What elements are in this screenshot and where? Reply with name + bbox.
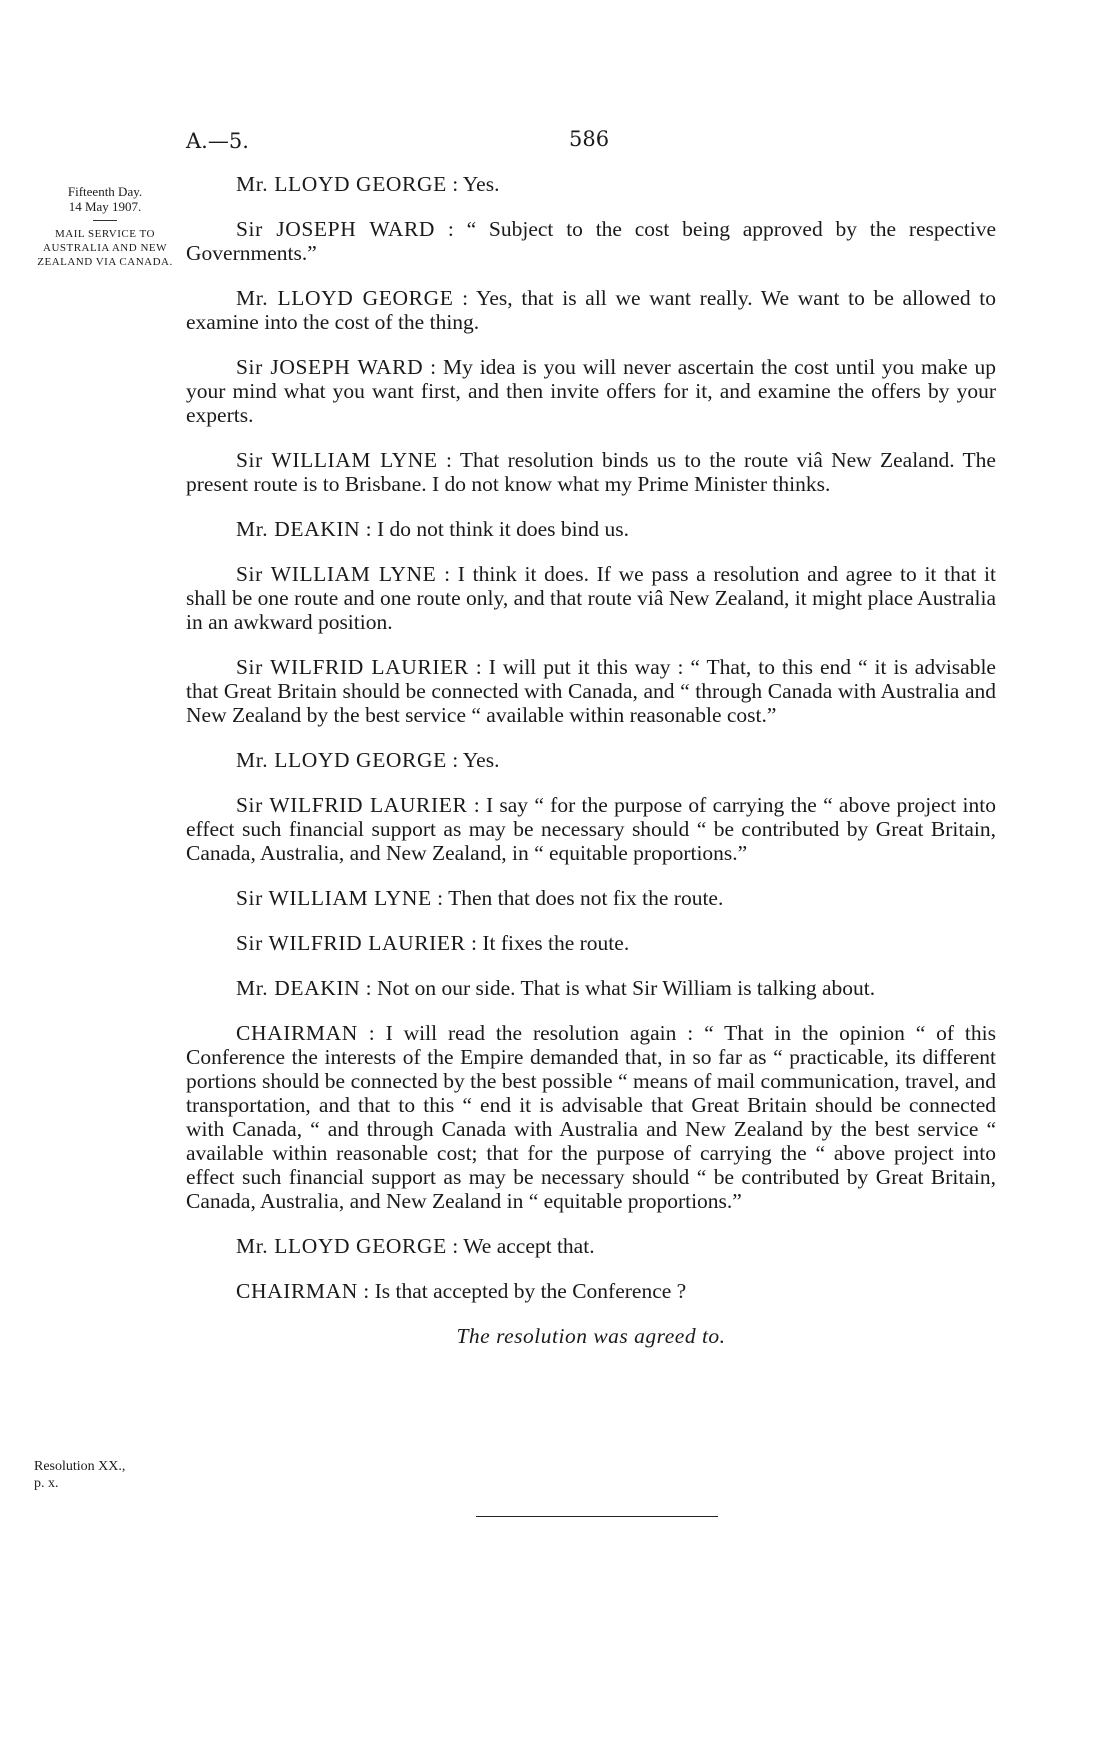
margin-divider xyxy=(93,220,117,221)
speech: I say “ for the purpose of carrying the “ above project into effect such financial support as may be necessary should “ be contributed by Great Britain, Canada, Australia, and New Zealand, in “ equitable proportions.” xyxy=(186,793,996,865)
speech: That resolution binds us to the route viâ New Zealand. The present route is to Brisbane. I do not know what my Prime Minister thinks. xyxy=(186,448,996,496)
paragraph: Sir WILLIAM LYNE : That resolution binds us to the route viâ New Zealand. The present route is to Brisbane. I do not know what my Prime Minister thinks. xyxy=(186,448,996,496)
speaker: Sir JOSEPH WARD xyxy=(236,355,424,379)
margin-resolution-note xyxy=(34,1458,154,1492)
speech: My idea is you will never ascertain the cost until you make up your mind what you want first, and then invite offers for it, and examine the offers by your experts. xyxy=(186,355,996,427)
speaker: CHAIRMAN xyxy=(236,1021,358,1045)
document-reference: A.—5. xyxy=(186,129,249,153)
margin-date: 14 May 1907. xyxy=(68,199,142,214)
margin-resolution-ref: Resolution XX., xyxy=(34,1459,126,1474)
speech: We accept that. xyxy=(463,1234,595,1258)
resolution-agreed-note: The resolution was agreed to. xyxy=(456,1324,726,1348)
paragraph: Mr. DEAKIN : I do not think it does bind us. xyxy=(236,517,630,541)
speech: I will read the resolution again : “ That in the opinion “ of this Conference the interests of the Empire demanded that, in so far as “ practicable, its different portions should be connected by the best possible “ means of mail communication, travel, and transportation, and that to this “ end it is advisable that Great Britain should be connected with Canada, “ and through Canada with Australia and New Zealand by the best service “ available within reasonable cost; that for the purpose of carrying the “ above project into effect such financial support as may be necessary should “ be contributed by Great Britain, Canada, Australia, and New Zealand in “ equitable proportions.” xyxy=(186,1021,996,1213)
speaker: Mr. LLOYD GEORGE xyxy=(236,748,447,772)
speech: I will put it this way : “ That, to this end “ it is advisable that Great Britain should be connected with Canada, and “ through Canada with Australia and New Zealand by the best service “ available within reasonable cost.” xyxy=(186,655,996,727)
speaker: Sir WILLIAM LYNE xyxy=(236,886,432,910)
paragraph: Sir JOSEPH WARD : My idea is you will never ascertain the cost until you make up your mind what you want first, and then invite offers for it, and examine the offers by your experts. xyxy=(186,355,996,427)
speaker: Sir JOSEPH WARD xyxy=(236,217,436,241)
speech: Not on our side. That is what Sir William is talking about. xyxy=(376,976,876,1000)
margin-note xyxy=(30,184,180,269)
speaker: Mr. LLOYD GEORGE xyxy=(236,286,454,310)
paragraph: Sir JOSEPH WARD : “ Subject to the cost being approved by the respective Governments.” xyxy=(186,217,996,265)
margin-subject: MAIL SERVICE TO AUSTRALIA AND NEW ZEALAND VIA CANADA. xyxy=(37,228,173,268)
closing-rule xyxy=(476,1516,718,1517)
speech: Yes. xyxy=(462,748,500,772)
speech: It fixes the route. xyxy=(482,931,630,955)
speech: Yes. xyxy=(462,172,500,196)
speech: Then that does not fix the route. xyxy=(448,886,724,910)
speaker: CHAIRMAN xyxy=(236,1279,358,1303)
paragraph: Mr. LLOYD GEORGE : Yes, that is all we want really. We want to be allowed to examine into the cost of the thing. xyxy=(186,286,996,334)
speaker: Sir WILFRID LAURIER xyxy=(236,793,468,817)
paragraph: Mr. LLOYD GEORGE : Yes. xyxy=(236,748,500,772)
speaker: Sir WILLIAM LYNE xyxy=(236,562,437,586)
page-number: 586 xyxy=(569,127,610,151)
transcript-body xyxy=(186,172,996,1369)
paragraph: Mr. LLOYD GEORGE : We accept that. xyxy=(236,1234,595,1258)
margin-resolution-page: p. x. xyxy=(34,1476,59,1491)
speaker: Mr. LLOYD GEORGE xyxy=(236,1234,447,1258)
paragraph: Sir WILFRID LAURIER : I will put it this way : “ That, to this end “ it is advisable that Great Britain should be connected with Canada, and “ through Canada with Australia and New Zealand by the best service “ available within reasonable cost.” xyxy=(186,655,996,727)
paragraph: CHAIRMAN : I will read the resolution again : “ That in the opinion “ of this Conference the interests of the Empire demanded that, in so far as “ practicable, its different portions should be connected by the best possible “ means of mail communication, travel, and transportation, and that to this “ end it is advisable that Great Britain should be connected with Canada, “ and through Canada with Australia and New Zealand by the best service “ available within reasonable cost; that for the purpose of carrying the “ above project into effect such financial support as may be necessary should “ be contributed by Great Britain, Canada, Australia, and New Zealand in “ equitable proportions.” xyxy=(186,1021,996,1213)
speech: I do not think it does bind us. xyxy=(376,517,630,541)
paragraph: Sir WILLIAM LYNE : I think it does. If we pass a resolution and agree to it that it shall be one route and one route only, and that route viâ New Zealand, it might place Australia in an awkward position. xyxy=(186,562,996,634)
speaker: Sir WILFRID LAURIER xyxy=(236,931,466,955)
speech: “ Subject to the cost being approved by the respective Governments.” xyxy=(186,217,996,265)
paragraph: Mr. DEAKIN : Not on our side. That is what Sir William is talking about. xyxy=(236,976,876,1000)
margin-day: Fifteenth Day. xyxy=(67,184,143,199)
speaker: Mr. DEAKIN xyxy=(236,976,361,1000)
speaker: Sir WILLIAM LYNE xyxy=(236,448,438,472)
speech: I think it does. If we pass a resolution and agree to it that it shall be one route and one route only, and that route viâ New Zealand, it might place Australia in an awkward position. xyxy=(186,562,996,634)
paragraph: Sir WILLIAM LYNE : Then that does not fix the route. xyxy=(236,886,724,910)
speaker: Mr. DEAKIN xyxy=(236,517,361,541)
speaker: Sir WILFRID LAURIER xyxy=(236,655,469,679)
paragraph: Sir WILFRID LAURIER : I say “ for the purpose of carrying the “ above project into effect such financial support as may be necessary should “ be contributed by Great Britain, Canada, Australia, and New Zealand, in “ equitable proportions.” xyxy=(186,793,996,865)
paragraph: Sir WILFRID LAURIER : It fixes the route. xyxy=(236,931,630,955)
paragraph: Mr. LLOYD GEORGE : Yes. xyxy=(236,172,500,196)
speech: Is that accepted by the Conference ? xyxy=(374,1279,687,1303)
speech: Yes, that is all we want really. We want to be allowed to examine into the cost of the thing. xyxy=(186,286,996,334)
paragraph: CHAIRMAN : Is that accepted by the Conference ? xyxy=(236,1279,687,1303)
speaker: Mr. LLOYD GEORGE xyxy=(236,172,447,196)
